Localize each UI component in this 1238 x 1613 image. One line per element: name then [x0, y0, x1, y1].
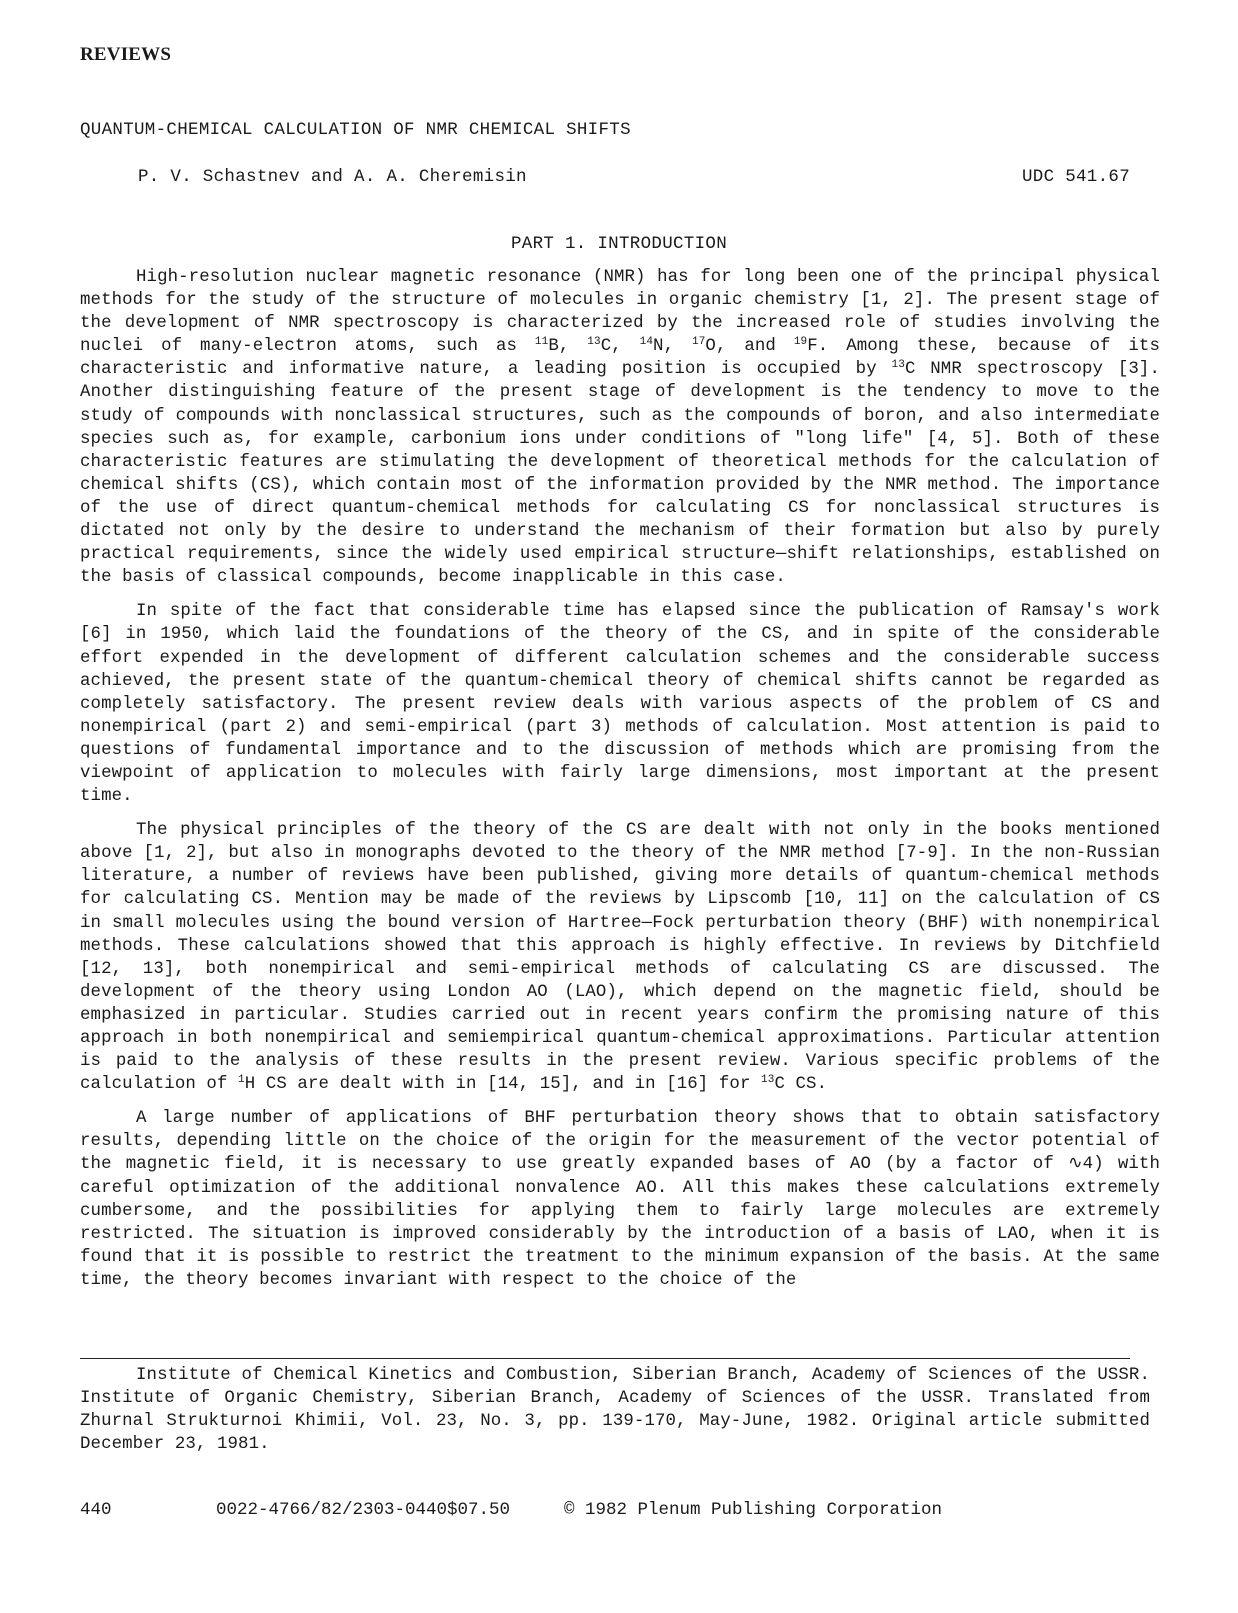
- superscript-11: 11: [534, 336, 549, 349]
- superscript-13-b: 13: [891, 359, 905, 372]
- paragraph-1-text-c: C,: [600, 337, 640, 357]
- superscript-17: 17: [692, 336, 706, 349]
- paragraph-1-text-f: F. Among these, because of its characteristic and informative nature, a leading position is occupied by: [80, 337, 1161, 380]
- superscript-14: 14: [639, 336, 654, 349]
- page-number: 440: [80, 1500, 112, 1520]
- superscript-1: 1: [238, 1074, 245, 1087]
- udc-code: UDC 541.67: [1022, 167, 1131, 187]
- paragraph-3-text-a: The physical principles of the theory of the CS are dealt with not only in the books mentioned above [1, 2], but also in monographs devoted to the theory of the NMR method [7-9]. In the non-Russian literature, a number of reviews have been published, giving more details of quantum-chemical methods for calculating CS. Mention may be made of the reviews by Lipscomb [10, 11] on the calculation of CS in small molecules using the bound version of Hartree—Fock perturbation theory (BHF) with nonempirical methods. These calculations showed that this approach is highly effective. In reviews by Ditchfield [12, 13], both nonempirical and semi-empirical methods of calculating CS are discussed. The development of the theory using London AO (LAO), which depend on the magnetic field, should be emphasized in particular. Studies carried out in recent years confirm the promising nature of this approach in both nonempirical and semiempirical quantum-chemical approximations. Particular attention is paid to the analysis of these results in the present review. Various specific problems of the calculation of: [80, 821, 1160, 1095]
- paragraph-1: [80, 266, 1160, 589]
- superscript-13-c: 13: [761, 1074, 775, 1087]
- article-title: QUANTUM-CHEMICAL CALCULATION OF NMR CHEMICAL SHIFTS: [80, 120, 631, 140]
- paragraph-2: In spite of the fact that considerable time has elapsed since the publication of Ramsay's work [6] in 1950, which laid the foundations of the theory of the CS, and in spite of the considerable effort expended in the development of different calculation schemes and the considerable success achieved, the present state of the quantum-chemical theory of chemical shifts cannot be regarded as completely satisfactory. The present review deals with various aspects of the problem of CS and nonempirical (part 2) and semi-empirical (part 3) methods of calculation. Most attention is paid to questions of fundamental importance and to the discussion of methods which are promising from the viewpoint of application to molecules with fairly large dimensions, most important at the present time.: [80, 602, 1160, 807]
- article-body: [80, 266, 1160, 1303]
- part-heading: PART 1. INTRODUCTION: [510, 234, 728, 254]
- paragraph-1-text-b: B,: [548, 337, 588, 357]
- section-label: REVIEWS: [80, 44, 172, 65]
- footnote: [80, 1364, 1150, 1456]
- footnote-text: Institute of Chemical Kinetics and Combustion, Siberian Branch, Academy of Sciences of the USSR. Institute of Organic Chemistry, Siberian Branch, Academy of Sciences of the USSR. Translated from Zhurnal Strukturnoi Khimii, Vol. 23, No. 3, pp. 139-170, May-June, 1982. Original article submitted December 23, 1981.: [80, 1366, 1150, 1455]
- publication-code: 0022-4766/82/2303-0440$07.50: [216, 1500, 511, 1520]
- paragraph-4: A large number of applications of BHF perturbation theory shows that to obtain satisfactory results, depending little on the choice of the origin for the measurement of the vector potential of the magnetic field, it is necessary to use greatly expanded bases of AO (by a factor of ∿4) with careful optimization of the additional nonvalence AO. All this makes these calculations extremely cumbersome, and the possibilities for applying them to fairly large molecules are extremely restricted. The situation is improved considerably by the introduction of a basis of LAO, when it is found that it is possible to restrict the treatment to the minimum expansion of the basis. At the same time, the theory becomes invariant with respect to the choice of the: [80, 1109, 1160, 1290]
- paragraph-1-text-n: N,: [653, 337, 692, 357]
- paragraph-1-text-tail: C NMR spectroscopy [3]. Another distinguishing feature of the present stage of development is the tendency to move to the study of compounds with nonclassical structures, such as the compounds of boron, and also intermediate species such as, for example, carbonium ions under conditions of "long life" [4, 5]. Both of these characteristic features are stimulating the development of theoretical methods for the calculation of chemical shifts (CS), which contain most of the information provided by the NMR method. The importance of the use of direct quantum-chemical methods for calculating CS for nonclassical structures is dictated not only by the desire to understand the mechanism of their formation but also by purely practical requirements, since the widely used empirical structure—shift relationships, established on the basis of classical compounds, become inapplicable in this case.: [80, 360, 1160, 588]
- paragraph-3: [80, 819, 1160, 1096]
- footnote-divider: [80, 1358, 1130, 1359]
- paragraph-3-text-c: C CS.: [774, 1075, 828, 1095]
- copyright-notice: © 1982 Plenum Publishing Corporation: [564, 1500, 943, 1520]
- paragraph-3-text-b: H CS are dealt with in [14, 15], and in [16] for: [244, 1075, 762, 1095]
- paragraph-1-text-a: High-resolution nuclear magnetic resonance (NMR) has for long been one of the principal physical methods for the study of the structure of molecules in organic chemistry [1, 2]. The present stage of the development of NMR spectroscopy is characterized by the increased role of studies involving the nuclei of many-electron atoms, such as: [80, 268, 1160, 357]
- article-authors: P. V. Schastnev and A. A. Cheremisin: [138, 167, 527, 187]
- paragraph-1-text-o: O, and: [705, 337, 794, 357]
- superscript-13: 13: [587, 336, 601, 349]
- superscript-19: 19: [793, 336, 808, 349]
